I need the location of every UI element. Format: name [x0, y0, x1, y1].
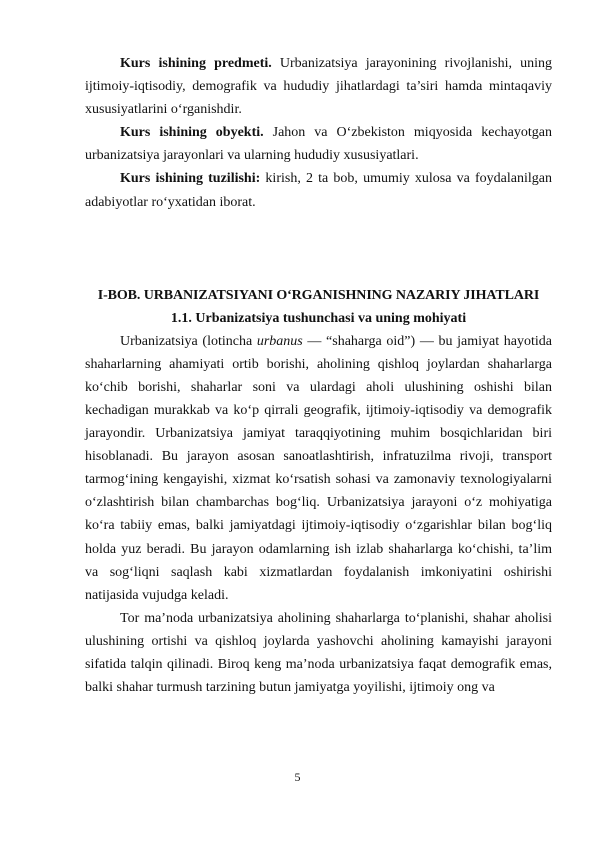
course-subject-label: Kurs ishining predmeti.: [120, 56, 272, 71]
course-object-label: Kurs ishining obyekti.: [120, 125, 264, 141]
body-paragraph-1: [85, 330, 552, 607]
course-structure-text: kirish, 2 ta bob, umumiy xulosa va foydalanilgan adabiyotlar ro‘yxatidan iborat.: [85, 171, 552, 210]
body-paragraph-2: Tor ma’noda urbanizatsiya aholining shaharlarga to‘planishi, shahar aholisi ulushining ortishi va qishloq joylarda yashovchi aholining kamayishi jarayoni sifatida talqin qilinadi. Biroq keng ma’noda urbanizatsiya faqat demografik emas, balki shahar turmush tarzining butun jamiyatga yoyilishi, ijtimoiy ong va: [85, 610, 552, 696]
course-structure-paragraph: [85, 167, 552, 213]
course-object-paragraph: [85, 121, 552, 167]
document-page: [85, 52, 552, 699]
body-paragraph-1-start: Urbanizatsiya (lotincha: [120, 333, 257, 349]
latin-term: urbanus: [256, 333, 303, 349]
course-structure-label: Kurs ishining tuzilishi:: [120, 171, 261, 187]
course-subject-paragraph: [85, 52, 552, 121]
course-object-text: Jahon va O‘zbekiston miqyosida kechayotgan urbanizatsiya jarayonlari va ularning hududiy xususiyatlari.: [85, 125, 552, 164]
section-title: 1.1. Urbanizatsiya tushunchasi va uning mohiyati: [170, 310, 467, 326]
course-subject-text: Urbanizatsiya jarayonining rivojlanishi, uning ijtimoiy-iqtisodiy, demografik va hududiy jihatlardagi ta’siri hamda mintaqaviy xususiyatlarini o‘rganishdir.: [85, 56, 552, 118]
body-paragraph-1-rest: — “shaharga oid”) — bu jamiyat hayotida shaharlarning ahamiyati ortib borishi, aholining qishloq joylardan shaharlarga ko‘chib borishi, shaharlar soni va ulardagi aholi ulushining oshishi bilan kechadigan murakkab va ko‘p qirrali geografik, ijtimoiy-iqtisodiy va demografik jarayondir. Urbanizatsiya jamiyat taraqqiyotining muhim bosqichlaridan biri hisoblanadi. Bu jarayon asosan sanoatlashtirish, infratuzilma rivoji, transport tarmog‘ining kengayishi, xizmat ko‘rsatish sohasi va zamonaviy texnologiyalarni o‘zlashtirish bilan chambarchas bog‘liq. Urbanizatsiya jarayoni o‘z mohiyatiga ko‘ra tabiiy emas, balki jamiyatdagi ijtimoiy-iqtisodiy o‘zgarishlar bilan bog‘liq holda yuz beradi. Bu jarayon odamlarning ish izlab shaharlarga ko‘chishi, ta’lim va sog‘liqni saqlash kabi xizmatlardan foydalanish imkoniyatini oshirishi natijasida vujudga keladi.: [85, 333, 552, 603]
chapter-title: I-BOB. URBANIZATSIYANI O‘RGANISHNING NAZARIY JIHATLARI: [97, 287, 540, 303]
blank-space: [85, 214, 552, 284]
page-number: 5: [294, 770, 301, 784]
